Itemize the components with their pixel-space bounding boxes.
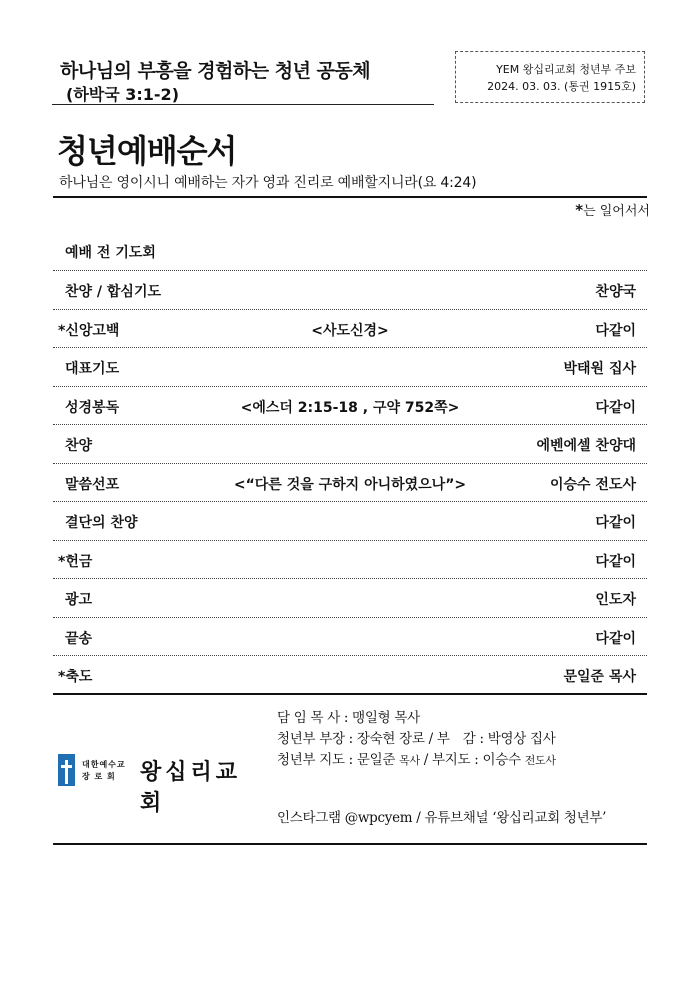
order-item-name: *축도 — [58, 669, 93, 685]
order-row — [53, 579, 647, 618]
order-item-leader: 다같이 — [595, 553, 636, 570]
order-item-name: 예배 전 기도회 — [65, 245, 156, 261]
order-item-name: 광고 — [65, 592, 93, 608]
order-item-name: 찬양 — [65, 438, 93, 454]
order-row — [53, 271, 647, 310]
order-row — [53, 387, 647, 426]
title-divider — [53, 196, 647, 198]
order-item-leader: 다같이 — [595, 515, 636, 531]
motto: 하나님의 부흥을 경험하는 청년 공동체 — [60, 60, 371, 82]
order-item-name: *신앙고백 — [58, 322, 120, 339]
order-item-name: 결단의 찬양 — [65, 515, 138, 531]
order-item-name: 성경봉독 — [65, 399, 120, 416]
staff-info — [277, 708, 556, 771]
order-row — [53, 232, 647, 271]
scripture-verse: 하나님은 영이시니 예배하는 자가 영과 진리로 예배할지니라(요 4:24) — [59, 175, 477, 191]
order-row — [53, 656, 647, 695]
social-media-info: 인스타그램 @wpcyem / 유튜브채널 ‘왕십리교회 청년부’ — [277, 810, 607, 826]
order-row — [53, 310, 647, 349]
order-row — [53, 425, 647, 464]
order-item-detail: <사도신경> — [311, 322, 389, 339]
order-item-leader: 에벤에셀 찬양대 — [536, 438, 636, 454]
bulletin-name: YEM 왕십리교회 청년부 주보 — [496, 63, 636, 76]
order-item-detail: <에스더 2:15-18 , 구약 752쪽> — [240, 399, 460, 416]
order-item-leader: 문일준 목사 — [563, 669, 636, 685]
footer-divider — [53, 843, 647, 845]
cross-icon — [58, 754, 75, 786]
staff-guidance-a: 청년부 지도 : 문일준 — [277, 752, 400, 768]
order-item-name: 대표기도 — [65, 361, 120, 377]
staff-guidance-title-b: 전도사 — [524, 754, 556, 767]
order-item-leader: 박태원 집사 — [563, 361, 636, 377]
order-row — [53, 502, 647, 541]
church-logo — [58, 752, 258, 816]
page-title: 청년예배순서 — [57, 132, 237, 170]
bulletin-info-box — [455, 51, 645, 103]
order-item-detail: <“다른 것을 구하지 아니하였으나”> — [233, 476, 467, 493]
order-row — [53, 464, 647, 503]
order-row — [53, 541, 647, 580]
order-item-leader: 찬양국 — [595, 284, 636, 300]
order-item-leader: 다같이 — [595, 630, 636, 647]
staff-line-guidance — [277, 750, 556, 771]
order-row — [53, 348, 647, 387]
worship-order-list — [53, 232, 647, 695]
standing-note — [575, 200, 650, 219]
order-item-leader: 인도자 — [595, 592, 636, 608]
motto-divider — [52, 104, 434, 105]
order-item-name: 찬양 / 합심기도 — [65, 284, 162, 300]
denomination-line2: 장 로 회 — [82, 771, 116, 781]
order-item-name: 말씀선포 — [65, 476, 120, 493]
order-item-name: *헌금 — [58, 553, 93, 570]
staff-line-pastor: 담 임 목 사 : 맹일형 목사 — [277, 710, 420, 726]
church-name: 왕십리교회 — [140, 759, 242, 816]
denomination-line1: 대한예수교 — [82, 759, 126, 769]
order-item-leader: 다같이 — [595, 322, 636, 339]
order-row — [53, 618, 647, 657]
staff-line-director: 청년부 부장 : 장숙현 장로 / 부 감 : 박영상 집사 — [277, 731, 556, 747]
staff-guidance-title-a: 목사 — [399, 754, 420, 767]
standing-note-text: 는 일어서서 — [583, 204, 650, 219]
order-item-leader: 이승수 전도사 — [549, 476, 636, 493]
denomination-label — [82, 758, 126, 782]
motto-reference: (하박국 3:1-2) — [66, 85, 180, 104]
order-item-leader: 다같이 — [595, 399, 636, 416]
bulletin-date: 2024. 03. 03. (통권 1915호) — [487, 80, 636, 93]
order-item-name: 끝송 — [65, 630, 93, 647]
staff-guidance-b: / 부지도 : 이승수 — [419, 752, 525, 768]
asterisk-mark: * — [575, 201, 584, 219]
